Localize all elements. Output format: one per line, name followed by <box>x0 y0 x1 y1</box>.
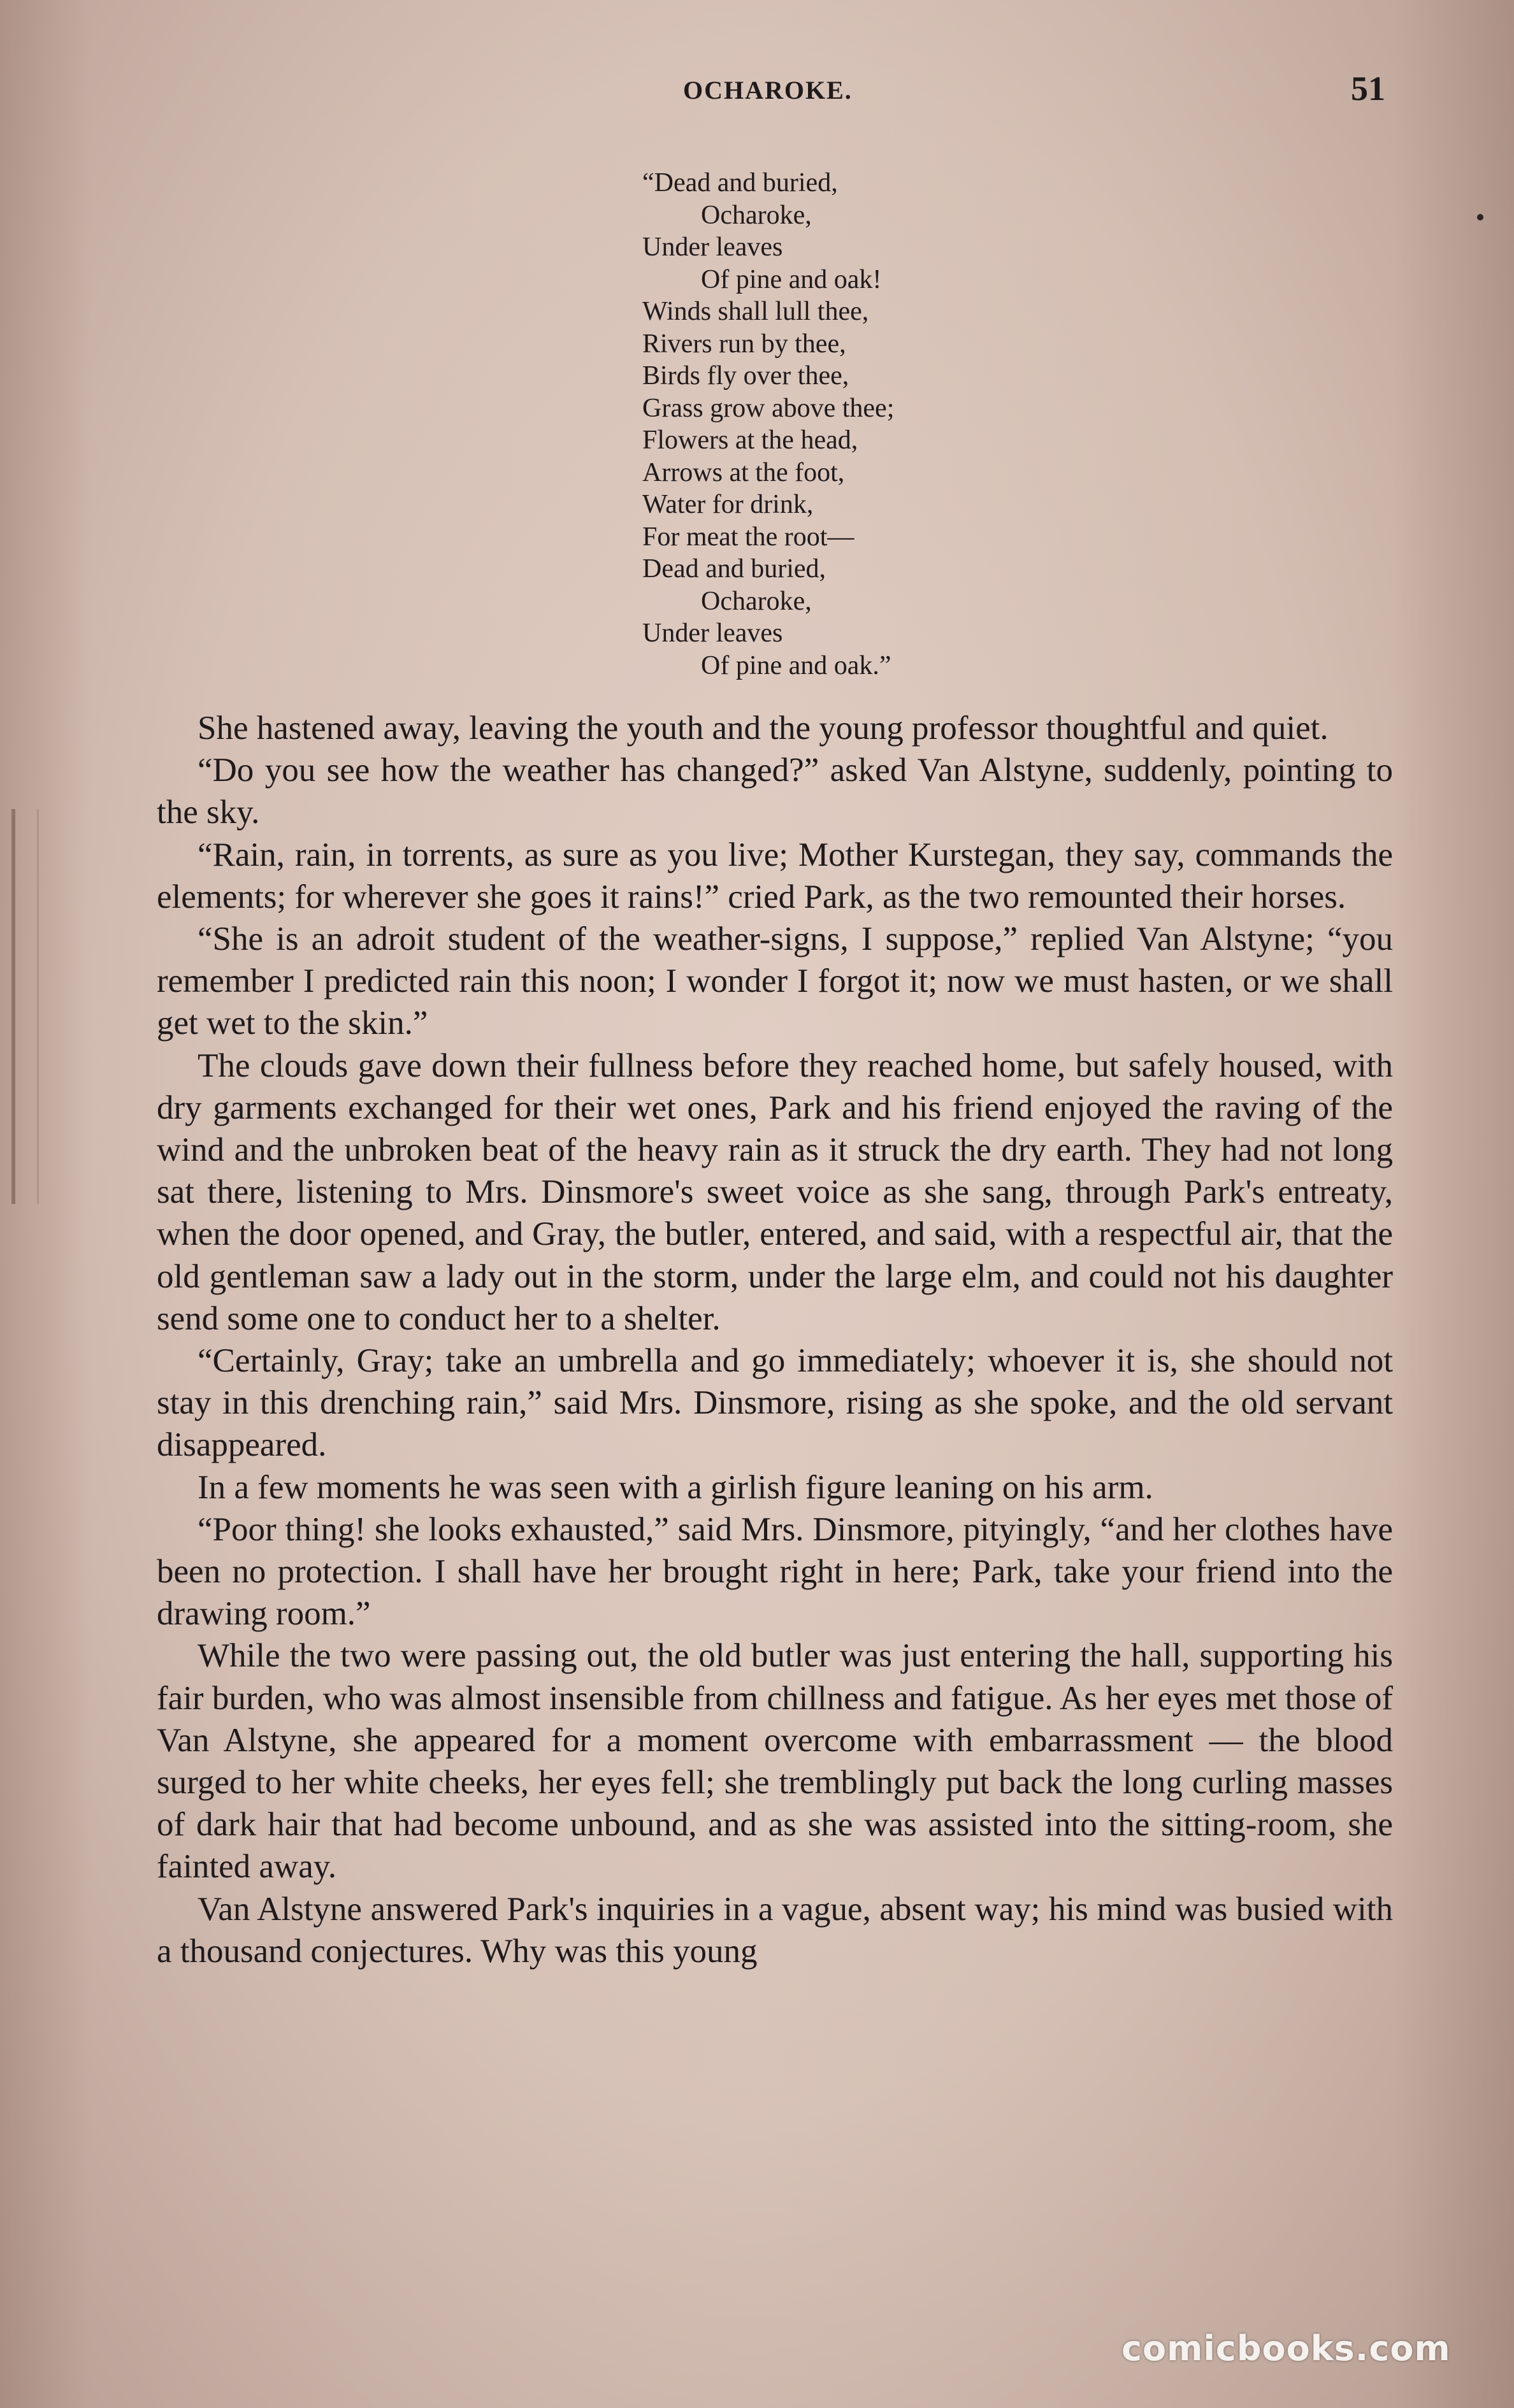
poem-line: Of pine and oak! <box>701 264 882 294</box>
paragraph: The clouds gave down their fullness before they reached home, but safely housed, with dry garments exchanged for their wet ones, Park and his friend enjoyed the raving of the wind and the unbroken beat of the heavy rain as it struck the dry earth. They had not long sat there, listening to Mrs. Dinsmore's sweet voice as she sang, through Park's entreaty, when the door opened, and Gray, the butler, entered, and said, with a respectful air, that the old gentleman saw a lady out in the storm, under the large elm, and could not his daughter send some one to conduct her to a shelter. <box>157 1047 1393 1337</box>
poem-line: “Dead and buried, <box>642 168 838 197</box>
running-title: OCHAROKE. <box>683 76 853 104</box>
poem-line: For meat the root— <box>642 522 854 552</box>
paragraph: “Do you see how the weather has changed?” asked Van Alstyne, suddenly, pointing to the sky. <box>157 752 1393 831</box>
poem-line: Dead and buried, <box>642 554 826 584</box>
paragraph: “Certainly, Gray; take an umbrella and go immediately; whoever it is, she should not stay in this drenching rain,” said Mrs. Dinsmore, rising as she spoke, and the old servant disappeared. <box>157 1342 1393 1464</box>
poem-line: Birds fly over thee, <box>642 361 849 391</box>
poem-line: Of pine and oak.” <box>701 650 891 680</box>
binding-stain <box>11 809 39 1204</box>
poem-line: Under leaves <box>642 619 783 648</box>
paragraph: She hastened away, leaving the youth and the young professor thoughtful and quiet. <box>198 710 1329 747</box>
poem-line: Arrows at the foot, <box>642 457 845 487</box>
poem-line: Grass grow above thee; <box>642 393 895 423</box>
page-header <box>0 69 1514 113</box>
paragraph: In a few moments he was seen with a girlish figure leaning on his arm. <box>198 1468 1153 1506</box>
poem-line: Rivers run by thee, <box>642 329 846 359</box>
ink-speck <box>1477 214 1483 220</box>
poem-line: Ocharoke, <box>701 200 812 230</box>
paragraph: While the two were passing out, the old butler was just entering the hall, supporting his fair burden, who was almost insensible from chillness and fatigue. As her eyes met those of Van Alstyne, she appeared for a moment overcome with embarrassment — the blood surged to her white cheeks, her eyes fell; she tremblingly put back the long curling masses of dark hair that had become unbound, and as she was assisted into the sitting-room, she fainted away. <box>157 1637 1393 1886</box>
poem-line: Winds shall lull thee, <box>642 297 869 326</box>
page-number: 51 <box>1351 69 1385 108</box>
site-watermark: comicbooks.com <box>1121 2328 1451 2369</box>
poem-block <box>642 167 1088 682</box>
paragraph: “Rain, rain, in torrents, as sure as you live; Mother Kurstegan, they say, commands the elements; for wherever she goes it rains!” cried Park, as the two remounted their horses. <box>157 836 1393 915</box>
poem-line: Under leaves <box>642 233 783 262</box>
poem-line: Water for drink, <box>642 490 814 519</box>
paragraph: Van Alstyne answered Park's inquiries in a vague, absent way; his mind was busied with a thousand conjectures. Why was this young <box>157 1890 1393 1970</box>
poem-line: Flowers at the head, <box>642 426 858 455</box>
poem-line: Ocharoke, <box>701 586 812 616</box>
paragraph: “She is an adroit student of the weather-signs, I suppose,” replied Van Alstyne; “you remember I predicted rain this noon; I wonder I forgot it; now we must hasten, or we shall get wet to the skin.” <box>157 921 1393 1042</box>
body-text <box>157 707 1393 1972</box>
paragraph: “Poor thing! she looks exhausted,” said Mrs. Dinsmore, pityingly, “and her clothes have been no protection. I shall have her brought right in here; Park, take your friend into the drawing room.” <box>157 1510 1393 1633</box>
